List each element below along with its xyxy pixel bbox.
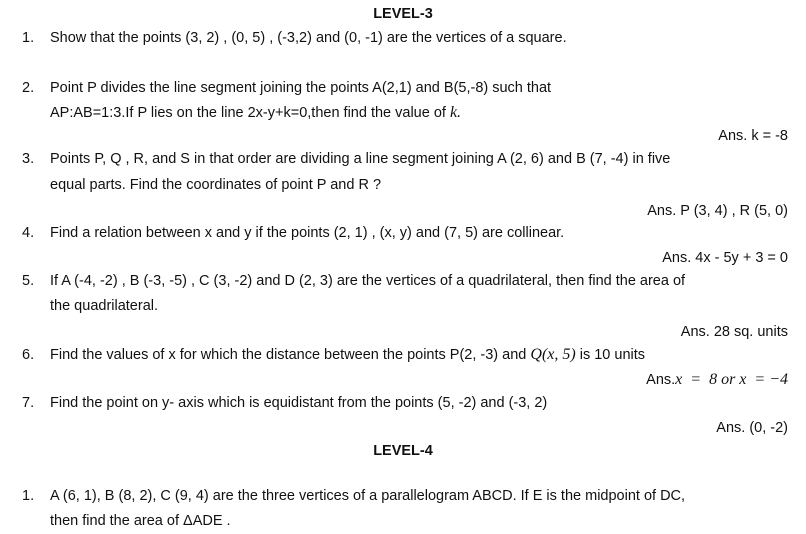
question-number: 6. — [22, 347, 35, 363]
math-var: k. — [449, 104, 462, 121]
question-text: the quadrilateral. — [50, 298, 159, 314]
level-3-heading: LEVEL-3 — [373, 6, 433, 22]
answer: Ans. k = -8 — [718, 128, 788, 144]
question-text: Find a relation between x and y if the points (2, 1) , (x, y) and (7, 5) are collinear. — [50, 225, 565, 241]
question-text: Find the point on y- axis which is equidistant from the points (5, -2) and (-3, 2) — [50, 395, 548, 411]
question-number: 2. — [22, 80, 35, 96]
answer: Ans. P (3, 4) , R (5, 0) — [647, 203, 788, 219]
question-text: Point P divides the line segment joining the points A(2,1) and B(5,-8) such that — [50, 80, 552, 96]
question-number: 7. — [22, 395, 35, 411]
question-number: 3. — [22, 151, 35, 167]
answer — [646, 371, 788, 389]
question-text: Points P, Q , R, and S in that order are dividing a line segment joining A (2, 6) and B (7, -4) in five — [50, 151, 671, 167]
question-text — [50, 104, 461, 122]
question-number: 1. — [22, 488, 35, 504]
question-text: equal parts. Find the coordinates of point P and R ? — [50, 177, 382, 193]
question-text: then find the area of ΔADE . — [50, 513, 231, 529]
level-4-heading: LEVEL-4 — [373, 443, 433, 459]
text-line: is 10 units — [575, 347, 646, 363]
answer-math: x = 8 or x = −4 — [675, 371, 788, 388]
answer-prefix: Ans. — [646, 372, 676, 388]
answer: Ans. 28 sq. units — [680, 324, 788, 340]
question-number: 4. — [22, 225, 35, 241]
text-line: AP:AB=1:3.If P lies on the line 2x-y+k=0,then find the value of — [50, 105, 450, 121]
answer: Ans. 4x - 5y + 3 = 0 — [662, 250, 788, 266]
question-text: A (6, 1), B (8, 2), C (9, 4) are the three vertices of a parallelogram ABCD. If E is the midpoint of DC, — [50, 488, 686, 504]
question-number: 1. — [22, 30, 35, 46]
question-number: 5. — [22, 273, 35, 289]
answer: Ans. (0, -2) — [716, 420, 788, 436]
question-text: If A (-4, -2) , B (-3, -5) , C (3, -2) and D (2, 3) are the vertices of a quadrilateral, then find the area of — [50, 273, 686, 289]
question-text — [50, 346, 645, 364]
text-line: Find the values of x for which the distance between the points P(2, -3) and — [50, 347, 531, 363]
math-point: Q(x, 5) — [530, 346, 576, 363]
question-text: Show that the points (3, 2) , (0, 5) , (-3,2) and (0, -1) are the vertices of a square. — [50, 30, 567, 46]
